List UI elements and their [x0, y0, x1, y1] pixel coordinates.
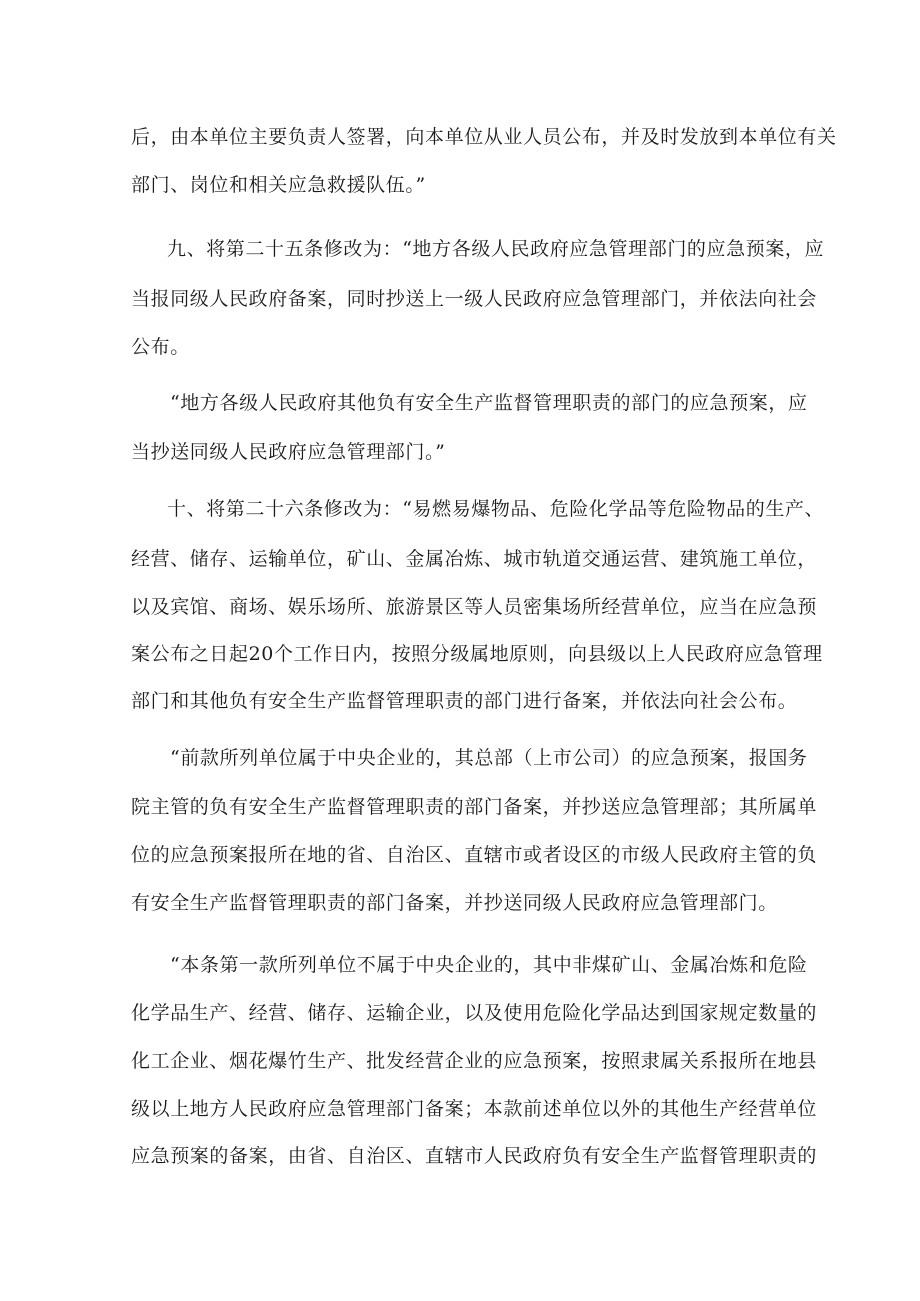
- text-line: 部门、岗位和相关应急救援队伍。”: [131, 174, 426, 196]
- text-line: 经营、储存、运输单位，矿山、金属冶炼、城市轨道交通运营、建筑施工单位，: [131, 548, 818, 570]
- text-line: 院主管的负有安全生产监督管理职责的部门备案，并抄送应急管理部；其所属单: [131, 796, 818, 818]
- text-line: 十、将第二十六条修改为：“易燃易爆物品、危险化学品等危险物品的生产、: [167, 498, 825, 520]
- text-line: 公布。: [131, 336, 190, 358]
- text-line: “前款所列单位属于中央企业的，其总部（上市公司）的应急预案，报国务: [170, 747, 808, 769]
- text-line: 位的应急预案报所在地的省、自治区、直辖市或者设区的市级人民政府主管的负: [131, 844, 818, 866]
- text-line: 以及宾馆、商场、娱乐场所、旅游景区等人员密集场所经营单位，应当在应急预: [131, 596, 818, 618]
- text-line: “地方各级人民政府其他负有安全生产监督管理职责的部门的应急预案，应: [170, 392, 808, 414]
- text-line: 化工企业、烟花爆竹生产、批发经营企业的应急预案，按照隶属关系报所在地县: [131, 1050, 818, 1072]
- text-line: 九、将第二十五条修改为：“地方各级人民政府应急管理部门的应急预案，应: [167, 238, 825, 260]
- text-line: 部门和其他负有安全生产监督管理职责的部门进行备案，并依法向社会公布。: [131, 690, 798, 712]
- text-line: 应急预案的备案，由省、自治区、直辖市人民政府负有安全生产监督管理职责的: [131, 1145, 818, 1167]
- text-line: 后，由本单位主要负责人签署，向本单位从业人员公布，并及时发放到本单位有关: [131, 126, 837, 148]
- text-line: 案公布之日起20个工作日内，按照分级属地原则，向县级以上人民政府应急管理: [131, 643, 823, 665]
- text-line: 当报同级人民政府备案，同时抄送上一级人民政府应急管理部门，并依法向社会: [131, 288, 818, 310]
- text-line: 级以上地方人民政府应急管理部门备案；本款前述单位以外的其他生产经营单位: [131, 1098, 818, 1120]
- text-line: 化学品生产、经营、储存、运输企业，以及使用危险化学品达到国家规定数量的: [131, 1002, 818, 1024]
- text-line: “本条第一款所列单位不属于中央企业的，其中非煤矿山、金属冶炼和危险: [170, 954, 808, 976]
- text-line: 当抄送同级人民政府应急管理部门。”: [131, 441, 446, 463]
- text-line: 有安全生产监督管理职责的部门备案，并抄送同级人民政府应急管理部门。: [131, 892, 778, 914]
